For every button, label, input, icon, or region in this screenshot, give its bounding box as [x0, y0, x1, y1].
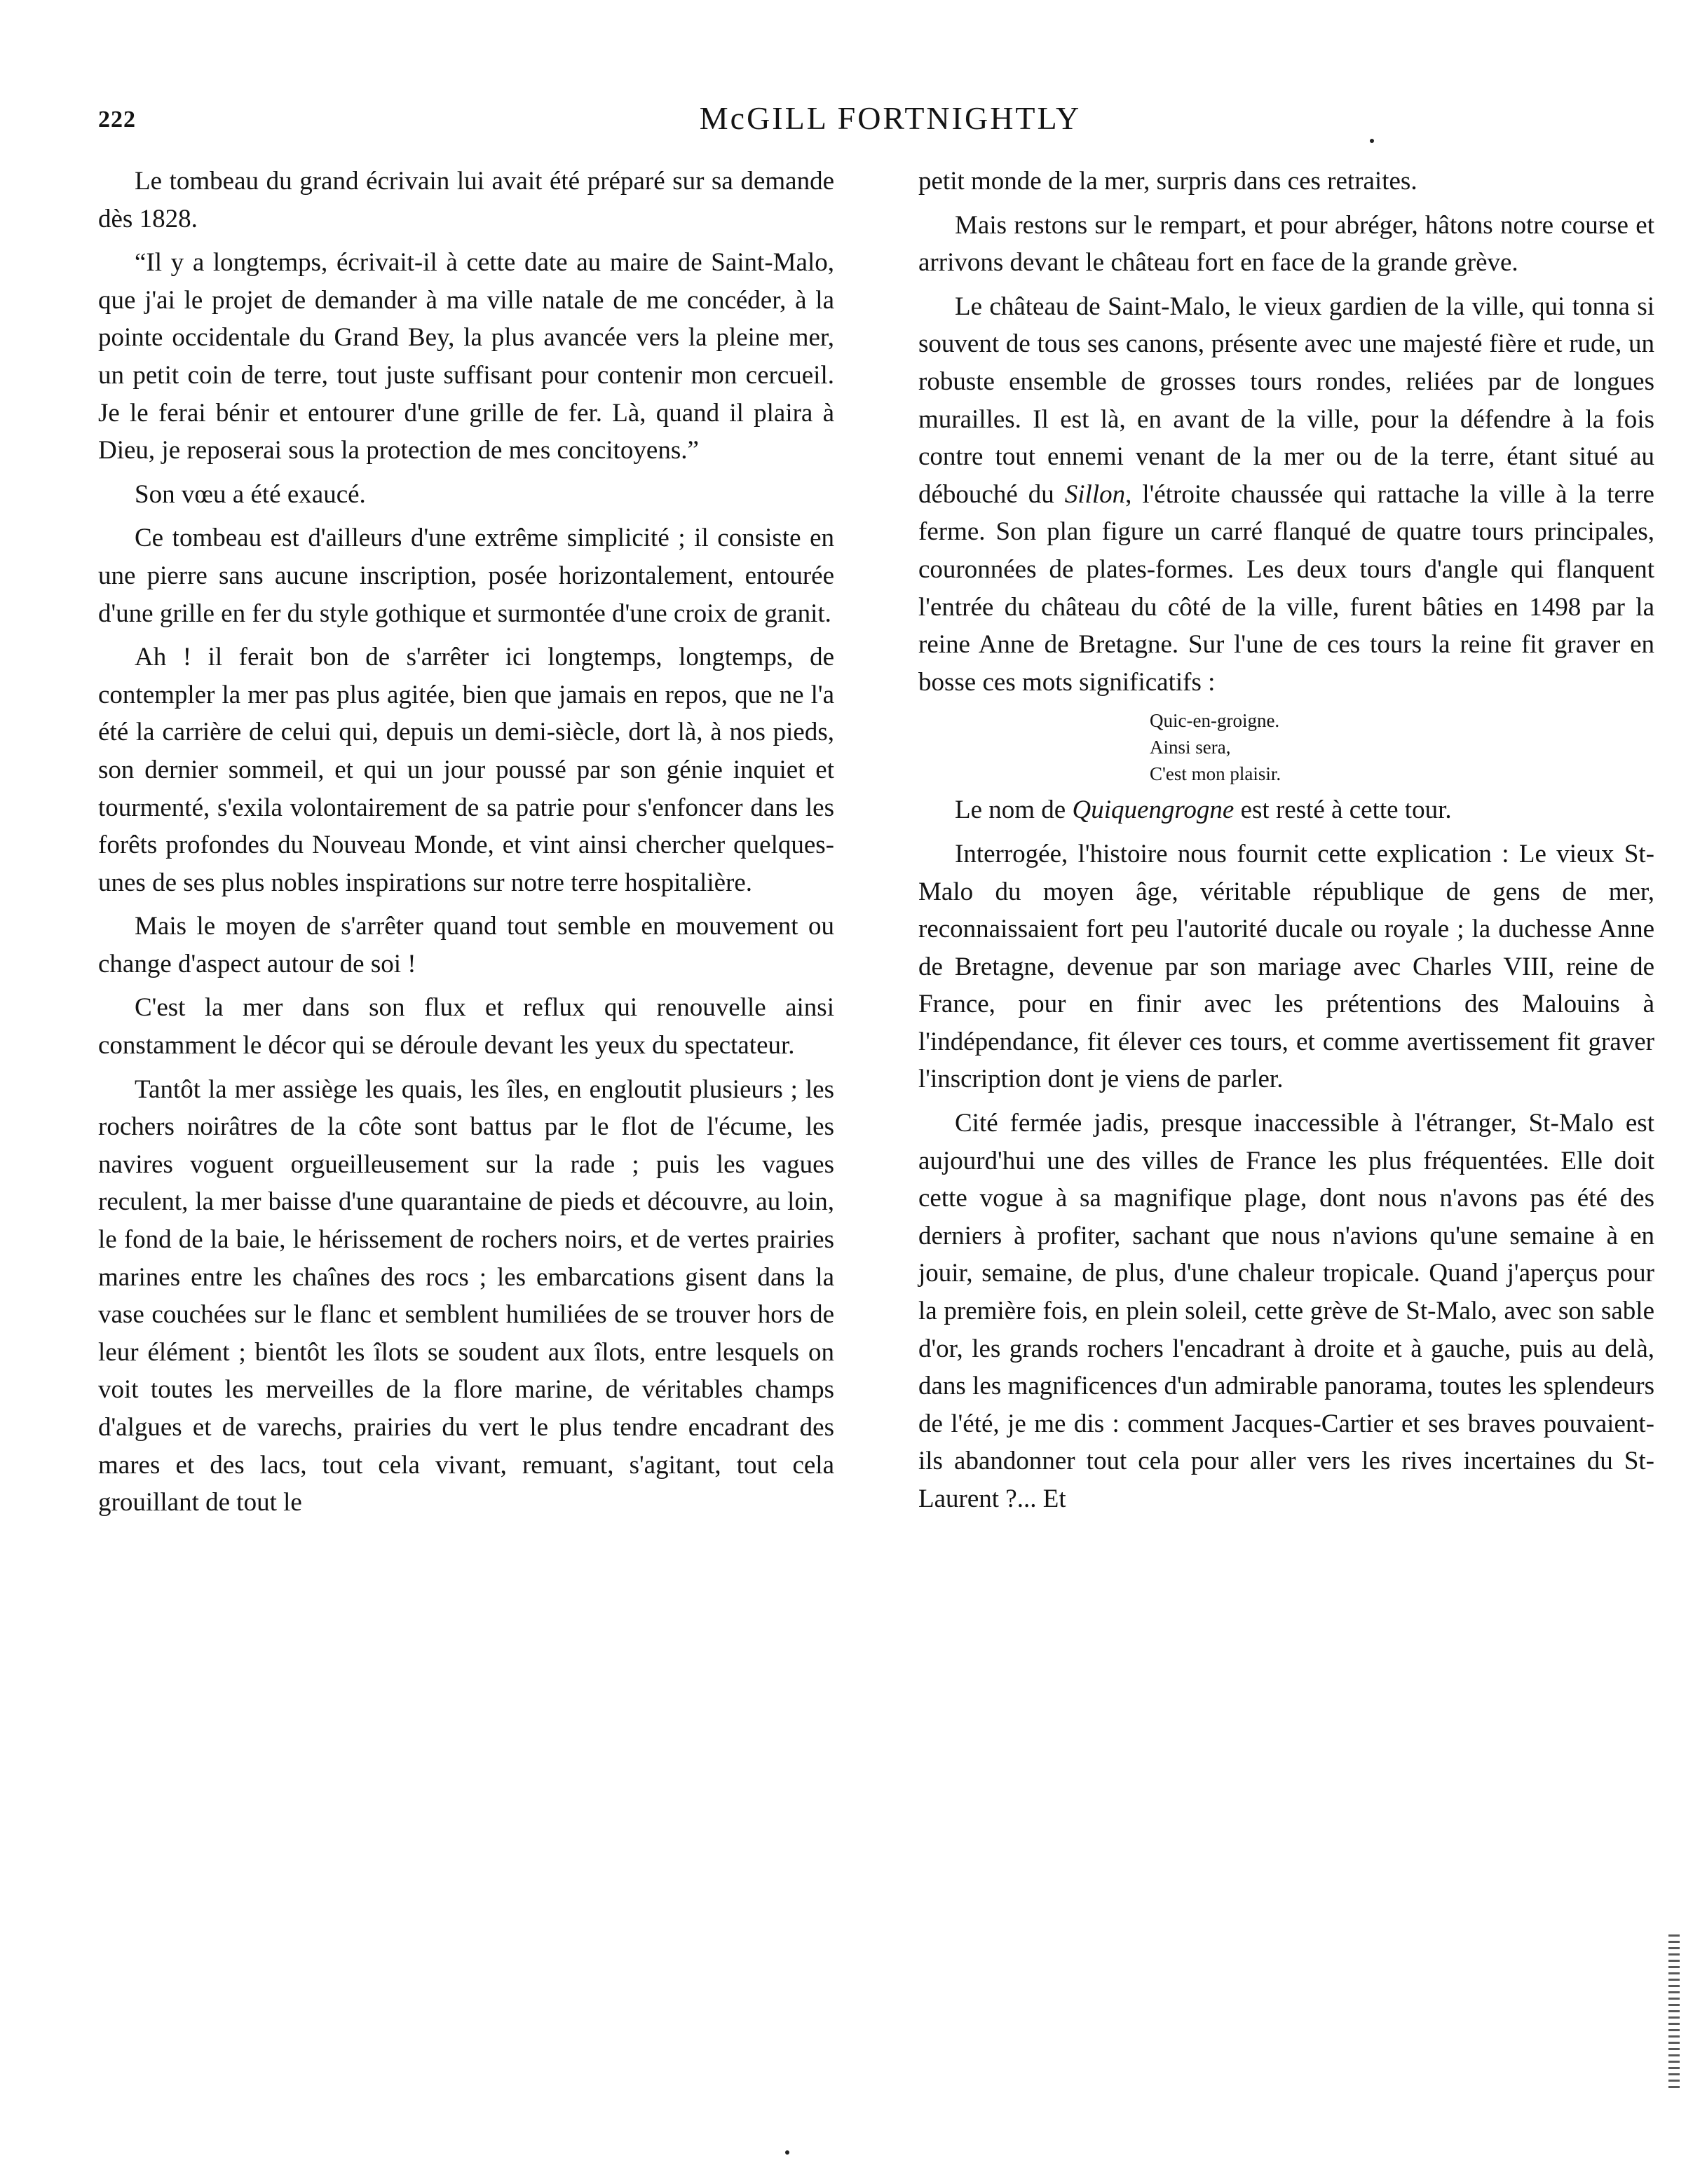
quote-line: C'est mon plaisir. [1150, 763, 1281, 785]
italic-term: Sillon [1064, 479, 1126, 509]
journal-title: McGILL FORTNIGHTLY [699, 100, 1082, 136]
page-number: 222 [98, 107, 136, 132]
paragraph: Cité fermée jadis, presque inaccessible à l'étranger, St-Malo est aujourd'hui une des villes de France les plus fréquentées. Elle doit cette vogue à sa magnifique plage, dont nous n'avons pas été des derniers à profiter, sachant que nous n'avions qu'une semaine à en jouir, semaine, de plus, d'une chaleur tropicale. Quand j'aperçus pour la première fois, en plein soleil, cette grève de St-Malo, avec son sable d'or, les grands rochers l'encadrant à droite et à gauche, puis au delà, dans les magnificences d'un admirable panorama, toutes les splendeurs de l'été, je me dis : comment Jacques-Cartier et ses braves pouvaient-ils abandonner tout cela pour aller vers les rives incertaines du St-Laurent ?... Et [918, 1109, 1654, 1513]
continued-paragraph: petit monde de la mer, surpris dans ces retraites. [918, 167, 1417, 196]
paragraph: C'est la mer dans son flux et reflux qui renouvelle ainsi constamment le décor qui se déroule devant les yeux du spectateur. [98, 993, 834, 1060]
paragraph: Mais le moyen de s'arrêter quand tout semble en mouvement ou change d'aspect autour de soi ! [98, 912, 834, 978]
scan-speck [785, 2150, 789, 2155]
text-run: , l'étroite chaussée qui rattache la ville à la terre ferme. Son plan figure un carré flanqué de quatre tours principales, couronnées de plates-formes. Les deux tours d'angle qui flanquent l'entrée du château du côté de la ville, furent bâties en 1498 par la reine Anne de Bretagne. Sur l'une de ces tours la reine fit graver en bosse ces mots significatifs : [918, 479, 1654, 697]
italic-term: Quiquengrogne [1072, 796, 1235, 825]
right-column [918, 163, 1654, 1524]
paragraph: Mais restons sur le rempart, et pour abréger, hâtons notre course et arrivons devant le château fort en face de la grande grève. [918, 210, 1654, 278]
quote-line: Ainsi sera, [1150, 737, 1231, 758]
text-run: est resté à cette tour. [1234, 796, 1452, 825]
text-run: Le nom de [955, 796, 1073, 825]
quote-line: Quic-en-groigne. [1150, 710, 1280, 732]
left-column [98, 163, 834, 1528]
paragraph-tower-name [918, 791, 1654, 829]
inscription-quote [918, 707, 1654, 787]
paragraph: Interrogée, l'histoire nous fournit cette explication : Le vieux St-Malo du moyen âge, véritable république de gens de mer, reconnaissaient fort peu l'autorité ducale ou royale ; la duchesse Anne de Bretagne, devenue par son mariage avec Charles VIII, reine de France, pour en finir avec les prétentions des Malouins à l'indépendance, fit élever ces tours, et comme avertissement fit graver l'inscription dont je viens de parler. [918, 839, 1654, 1094]
paragraph: Son vœu a été exaucé. [135, 479, 366, 509]
paragraph: Tantôt la mer assiège les quais, les îles, en engloutit plusieurs ; les rochers noirâtres de la côte sont battus par le flot de l'écume, les navires voguent orgueilleusement sur la rade ; puis les vagues reculent, la mer baisse d'une quarantaine de pieds et découvre, au loin, le fond de la baie, le hérissement de rochers noirs, et de vertes prairies marines entre les chaînes des rocs ; les embarcations gisent dans la vase couchées sur le flanc et semblent humiliées de se trouver hors de leur élément ; bientôt les îlots se soudent aux îlots, entre lesquels on voit toutes les merveilles de la flore marine, de véritables champs d'algues et de varechs, prairies du vert le plus tendre encadrant des mares et des lacs, tout cela vivant, remuant, s'agitant, tout cela grouillant de tout le [98, 1074, 834, 1517]
paragraph-chateau [918, 288, 1654, 702]
paragraph: Ce tombeau est d'ailleurs d'une extrême simplicité ; il consiste en une pierre sans aucune inscription, posée horizontalement, entourée d'une grille en fer du style gothique et surmontée d'une croix de granit. [98, 524, 834, 628]
text-run: Le château de Saint-Malo, le vieux gardien de la ville, qui tonna si souvent de tous ses canons, présente avec une majesté fière et rude, un robuste ensemble de grosses tours rondes, reliées par de longues murailles. Il est là, en avant de la ville, pour la défendre à la fois contre tout ennemi venant de la mer ou de la terre, étant situé au débouché du [918, 292, 1654, 509]
scan-speck [1370, 139, 1374, 143]
paragraph: Ah ! il ferait bon de s'arrêter ici longtemps, longtemps, de contempler la mer pas plus agitée, bien que jamais en repos, que ne l'a été la carrière de celui qui, depuis un demi-siècle, dort là, à nos pieds, son dernier sommeil, et qui un jour poussé par son génie inquiet et tourmenté, s'exila volontairement de sa patrie pour s'enfoncer dans les forêts profondes du Nouveau Monde, et vint ainsi chercher quelques-unes de ses plus nobles inspirations sur notre terre hospitalière. [98, 643, 834, 897]
paragraph: “Il y a longtemps, écrivait-il à cette date au maire de Saint-Malo, que j'ai le projet de demander à ma ville natale de me concéder, à la pointe occidentale du Grand Bey, la plus avancée vers la pleine mer, un petit coin de terre, tout juste suffisant pour contenir mon cercueil. Je le ferai bénir et entourer d'une grille de fer. Là, quand il plaira à Dieu, je reposerai sous la protection de mes concitoyens.” [98, 248, 834, 465]
paragraph: Le tombeau du grand écrivain lui avait été préparé sur sa demande dès 1828. [98, 167, 834, 233]
scan-edge-artifact [1668, 1934, 1680, 2089]
